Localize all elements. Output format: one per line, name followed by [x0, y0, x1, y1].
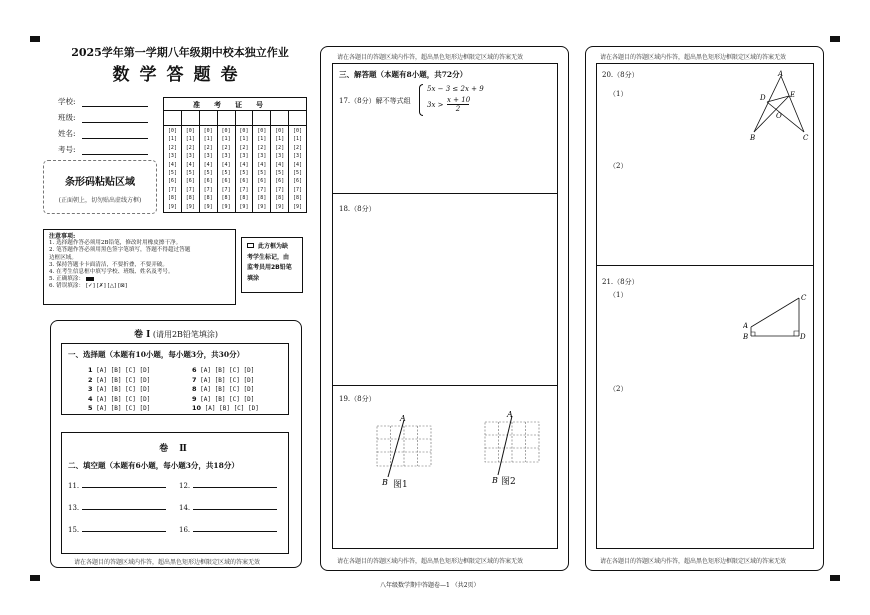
ticket-digit-bubble[interactable]: [4] [203, 161, 213, 168]
instruction-item: 边框区域。 [49, 254, 77, 261]
choice-question-4[interactable] [88, 395, 150, 403]
divider [333, 193, 557, 194]
fraction-numerator: x + 10 [447, 96, 471, 104]
boundary-note: 请在各题目的答题区域内作答，超出黑色矩形边框限定区域的答案无效 [600, 54, 787, 61]
blank-13[interactable]: 13. [68, 504, 166, 512]
blank-12[interactable]: 12. [179, 482, 277, 490]
blank-11[interactable]: 11. [68, 482, 166, 490]
q18-label: 18.（8分） [339, 205, 376, 213]
volume-card [50, 320, 302, 568]
choice-question-8[interactable] [192, 385, 254, 393]
question-number: 5 [88, 404, 93, 412]
ticket-digit-column [164, 126, 182, 212]
ticket-digit-bubble[interactable]: [9] [293, 203, 303, 210]
ticket-digit-column [289, 126, 306, 212]
name-field[interactable] [58, 128, 148, 139]
ticket-digit-bubble[interactable]: [1] [239, 136, 249, 143]
ticket-digit-bubble[interactable]: [0] [257, 128, 267, 134]
wrong-fill-samples: [✓] [✗] [△] [⊠] [85, 283, 128, 290]
correct-fill-sample [86, 277, 94, 281]
ticket-digit-bubble[interactable]: [8] [275, 195, 285, 202]
question-number: 10 [192, 404, 202, 412]
boundary-note: 请在各题目的答题区域内作答，超出黑色矩形边框限定区域的答案无效 [74, 559, 261, 566]
ticket-digit-bubble[interactable]: [5] [239, 170, 249, 177]
ticket-digit-bubble[interactable]: [0] [239, 128, 249, 134]
choice-question-2[interactable] [88, 376, 150, 384]
label-b: B [492, 476, 498, 485]
ticket-digit-column [236, 126, 254, 212]
section3-title: 三、解答题（本题有8小题，共72分） [339, 70, 468, 79]
instruction-item: 5. 正确填涂： [49, 276, 230, 283]
ticket-digit-column [218, 126, 236, 212]
page-footer: 八年级数学期中答题卷—1 （共2页） [380, 582, 480, 589]
ticket-digit-bubble[interactable]: [3] [185, 153, 195, 160]
answer-frame-middle [332, 63, 558, 549]
ticket-digit-bubble[interactable]: [0] [185, 128, 195, 134]
ticket-digit-bubble[interactable]: [8] [293, 195, 303, 202]
ticket-digit-box[interactable] [200, 111, 218, 125]
ticket-digit-bubble[interactable]: [8] [239, 195, 249, 202]
ticket-digit-bubble[interactable]: [0] [167, 128, 177, 134]
choice-section-title: 一、选择题（本题有10小题，每小题3分，共30分） [68, 350, 245, 359]
ticket-digit-bubble[interactable]: [3] [239, 153, 249, 160]
figure-2-caption: 图2 [501, 477, 516, 487]
ticket-digit-bubble[interactable]: [3] [293, 153, 303, 160]
ticket-digit-bubble[interactable]: [6] [203, 178, 213, 185]
option-bubbles[interactable]: [A] [B] [C] [D] [200, 367, 255, 374]
label-c: C [801, 294, 807, 302]
barcode-area [43, 160, 157, 214]
ticket-digit-bubble[interactable]: [5] [167, 170, 177, 177]
ticket-digit-box[interactable] [236, 111, 254, 125]
question-number: 4 [88, 394, 93, 403]
absent-line: 考学生标记，由 [247, 253, 290, 261]
ticket-digit-column [182, 126, 200, 212]
ticket-digit-bubble[interactable]: [9] [275, 203, 285, 210]
ticket-digit-bubble[interactable]: [4] [221, 161, 231, 168]
label-a: A [400, 414, 406, 423]
ticket-digit-bubble[interactable]: [7] [239, 186, 249, 193]
ticket-number-grid[interactable] [163, 97, 307, 213]
ticket-digit-bubble[interactable]: [2] [185, 144, 195, 151]
volume1-subtitle: (请用2B铅笔填涂) [152, 330, 219, 339]
ticket-digit-bubble[interactable]: [9] [203, 203, 213, 210]
volume2-title: 卷 Ⅱ [159, 444, 191, 454]
ticket-digit-bubble[interactable]: [1] [275, 136, 285, 143]
ticket-digit-box[interactable] [271, 111, 289, 125]
ticket-digit-box[interactable] [218, 111, 236, 125]
brace [419, 84, 423, 116]
ticket-digit-box[interactable] [253, 111, 271, 125]
q21-part1: （1） [609, 291, 628, 299]
absent-mark-box[interactable] [241, 237, 303, 293]
question-number: 3 [88, 385, 93, 393]
label-d: D [760, 94, 766, 102]
question-number: 2 [88, 375, 93, 384]
ticket-digit-bubble[interactable]: [6] [257, 178, 267, 185]
ticket-digit-bubble[interactable]: [9] [167, 203, 177, 210]
choice-question-9[interactable] [192, 395, 254, 403]
option-bubbles[interactable]: [A] [B] [C] [D] [96, 395, 151, 403]
barcode-subtitle: (正面朝上，切勿贴出虚线方框) [58, 197, 142, 204]
question-number: 8 [192, 385, 197, 393]
ticket-digit-bubble[interactable]: [0] [293, 128, 303, 134]
fraction [447, 96, 469, 113]
label-e: E [790, 91, 796, 99]
label-a: A [778, 70, 784, 78]
ticket-digit-bubble[interactable]: [7] [203, 186, 213, 193]
question-number: 7 [192, 375, 197, 384]
ticket-digit-bubble[interactable]: [0] [203, 128, 213, 134]
volume1-title: 卷 Ⅰ [133, 330, 151, 340]
ticket-digit-bubble[interactable]: [9] [185, 203, 195, 210]
exam-number-label: 考号: [58, 145, 76, 154]
ticket-digit-bubble[interactable]: [1] [221, 136, 231, 143]
ticket-digit-bubble[interactable]: [4] [185, 161, 195, 168]
q20-figure [749, 68, 815, 142]
ticket-digit-bubble[interactable]: [9] [221, 203, 231, 210]
ticket-digit-bubble[interactable]: [2] [275, 144, 285, 151]
choice-question-5[interactable] [88, 404, 150, 412]
option-bubbles[interactable]: [A] [B] [C] [D] [96, 405, 151, 412]
absent-line: 填涂 [247, 274, 260, 282]
ticket-digit-bubble[interactable]: [2] [203, 144, 213, 151]
absent-line: 监考员用2B铅笔 [247, 264, 292, 271]
choice-question-10[interactable] [192, 404, 259, 412]
inequality-2-left: 3x > [427, 101, 444, 109]
option-bubbles[interactable]: [A] [B] [C] [D] [200, 376, 255, 384]
ticket-digit-box[interactable] [182, 111, 200, 125]
choice-question-6[interactable] [192, 366, 254, 374]
boundary-note: 请在各题目的答题区域内作答，超出黑色矩形边框限定区域的答案无效 [337, 54, 524, 61]
choice-question-3[interactable] [88, 385, 150, 393]
fill-section-title: 二、填空题（本题有6小题，每小题3分，共18分） [68, 461, 239, 470]
ticket-digit-bubble[interactable]: [0] [275, 128, 285, 134]
ticket-digit-bubble[interactable]: [8] [203, 195, 213, 202]
sheet-title: 数学答题卷 [112, 65, 248, 85]
label-a: A [743, 322, 749, 330]
registration-mark [30, 575, 40, 581]
ticket-digit-bubble[interactable]: [6] [167, 178, 177, 185]
divider [333, 385, 557, 386]
option-bubbles[interactable]: [A] [B] [C] [D] [96, 367, 151, 374]
segment-ab [498, 416, 512, 475]
school-field[interactable] [58, 96, 148, 107]
registration-mark [830, 36, 840, 42]
ticket-digit-bubble[interactable]: [3] [257, 153, 267, 160]
ticket-digit-bubble[interactable]: [1] [257, 136, 267, 143]
ticket-digit-bubble[interactable]: [4] [239, 161, 249, 168]
q21-part2: （2） [609, 385, 628, 393]
class-label: 班级: [58, 113, 76, 122]
boundary-note: 请在各题目的答题区域内作答，超出黑色矩形边框限定区域的答案无效 [600, 558, 787, 565]
question-number: 6 [192, 366, 197, 374]
ticket-digit-bubble[interactable]: [4] [257, 161, 267, 168]
ticket-digit-bubble[interactable]: [5] [203, 170, 213, 177]
ticket-digit-bubble[interactable]: [1] [293, 136, 303, 143]
ticket-digit-bubble[interactable]: [2] [293, 144, 303, 151]
ticket-digit-bubble[interactable]: [8] [221, 195, 231, 202]
ticket-digit-bubble[interactable]: [7] [185, 186, 195, 193]
blank-15[interactable]: 15. [68, 526, 166, 534]
ticket-digit-bubble[interactable]: [5] [221, 170, 231, 177]
ticket-digit-bubble[interactable]: [4] [275, 161, 285, 168]
ticket-digit-bubble[interactable]: [7] [293, 186, 303, 193]
ticket-digit-bubble[interactable]: [6] [221, 178, 231, 185]
volume1-heading [51, 327, 301, 340]
blank-16[interactable]: 16. [179, 526, 277, 534]
name-label: 姓名: [58, 129, 76, 138]
ticket-digit-bubble[interactable]: [2] [167, 144, 177, 151]
ticket-digit-bubble[interactable]: [1] [203, 136, 213, 143]
ticket-title: 准考证号 [164, 98, 306, 111]
choice-question-1[interactable] [88, 366, 150, 374]
inequality-1: 5x − 3 ≤ 2x + 9 [427, 85, 484, 93]
ticket-digit-bubble[interactable]: [6] [275, 178, 285, 185]
ticket-digit-column [271, 126, 289, 212]
instruction-item: 2. 笔答题作答必须用黑色签字笔填写，答题不得超过答题 [49, 247, 191, 254]
ticket-digit-bubble[interactable]: [3] [275, 153, 285, 160]
q21-figure [743, 290, 813, 344]
ticket-digit-bubble[interactable]: [5] [257, 170, 267, 177]
barcode-title: 条形码粘贴区域 [65, 177, 135, 188]
option-bubbles[interactable]: [A] [B] [C] [D] [96, 376, 151, 384]
q20-part2: （2） [609, 162, 628, 170]
exam-number-field[interactable] [58, 144, 148, 155]
instruction-item: 1. 选择题作答必须用2B铅笔，修改时用橡皮擦干净。 [49, 240, 182, 247]
label-d: D [800, 333, 806, 341]
fraction-denominator: 2 [455, 105, 461, 113]
ticket-digit-bubble[interactable]: [5] [185, 170, 195, 177]
ticket-digit-bubble[interactable]: [3] [167, 153, 177, 160]
ticket-digit-bubble[interactable]: [2] [239, 144, 249, 151]
ticket-digit-bubble[interactable]: [6] [293, 178, 303, 185]
ticket-digit-bubble[interactable]: [7] [221, 186, 231, 193]
ticket-digit-bubble[interactable]: [1] [185, 136, 195, 143]
instruction-item: 6. 错误填涂： [✓] [✗] [△] [⊠] [49, 283, 128, 290]
ticket-digit-bubble[interactable]: [2] [257, 144, 267, 151]
question-number: 1 [88, 366, 93, 374]
ticket-digit-bubble[interactable]: [0] [221, 128, 231, 134]
ticket-digit-column [253, 126, 271, 212]
boundary-note: 请在各题目的答题区域内作答，超出黑色矩形边框限定区域的答案无效 [337, 558, 524, 565]
ticket-digit-bubble[interactable]: [6] [185, 178, 195, 185]
label-b: B [382, 478, 388, 487]
ticket-digit-column [200, 126, 218, 212]
q20-label: 20.（8分） [602, 71, 639, 79]
ticket-digit-bubble[interactable]: [2] [221, 144, 231, 151]
ticket-digit-bubble[interactable]: [4] [293, 161, 303, 168]
choice-question-7[interactable] [192, 376, 254, 384]
ticket-digit-bubble[interactable]: [9] [239, 203, 249, 210]
instructions [43, 229, 236, 305]
registration-mark [830, 575, 840, 581]
absent-line: 此方框为缺 [247, 242, 297, 253]
option-bubbles[interactable]: [A] [B] [C] [D] [200, 386, 255, 393]
q20-part1: （1） [609, 90, 628, 98]
q19-label: 19.（8分） [339, 395, 376, 403]
ticket-digit-bubble[interactable]: [7] [275, 186, 285, 193]
instruction-item: 4. 在考生信息框中填写学校、班级、姓名及考号。 [49, 269, 174, 276]
figure-1-caption: 图1 [393, 480, 408, 490]
label-b: B [743, 333, 749, 341]
registration-mark [30, 36, 40, 42]
school-label: 学校: [58, 97, 76, 106]
option-bubbles[interactable]: [A] [B] [C] [D] [204, 405, 259, 412]
class-field[interactable] [58, 112, 148, 123]
ticket-digit-bubble[interactable]: [7] [167, 186, 177, 193]
option-bubbles[interactable]: [A] [B] [C] [D] [200, 395, 255, 403]
ticket-digit-bubble[interactable]: [4] [167, 161, 177, 168]
question-number: 9 [192, 394, 197, 403]
ticket-digit-bubble[interactable]: [8] [185, 195, 195, 202]
label-b: B [750, 134, 756, 142]
choice-section [61, 343, 289, 415]
q17-label: 17.（8分）解不等式组 [339, 97, 411, 105]
ticket-digit-bubble[interactable]: [6] [239, 178, 249, 185]
ticket-digit-bubble[interactable]: [9] [257, 203, 267, 210]
ticket-digit-bubble[interactable]: [3] [203, 153, 213, 160]
ticket-digit-box[interactable] [164, 111, 182, 125]
ticket-digit-bubble[interactable]: [8] [167, 195, 177, 202]
ticket-digit-bubble[interactable]: [3] [221, 153, 231, 160]
divider [597, 265, 813, 266]
label-a: A [507, 410, 513, 419]
ticket-digit-bubble[interactable]: [1] [167, 136, 177, 143]
ticket-digit-bubble[interactable]: [5] [293, 170, 303, 177]
absent-checkbox[interactable] [247, 243, 254, 248]
instructions-title: 注意事项: [49, 233, 76, 240]
ticket-digit-bubble[interactable]: [7] [257, 186, 267, 193]
option-bubbles[interactable]: [A] [B] [C] [D] [96, 386, 151, 393]
fill-section [61, 432, 289, 554]
exam-title: 2025学年第一学期八年级期中校本独立作业 [71, 46, 289, 59]
ticket-digit-box[interactable] [289, 111, 306, 125]
label-o: O [776, 112, 782, 120]
ticket-digit-bubble[interactable]: [8] [257, 195, 267, 202]
blank-14[interactable]: 14. [179, 504, 277, 512]
ticket-digit-bubble[interactable]: [5] [275, 170, 285, 177]
answer-frame-right [596, 63, 814, 549]
q21-label: 21.（8分） [602, 278, 639, 286]
label-c: C [803, 134, 809, 142]
instruction-item: 3. 保持答题卡卡面清洁，不要折叠，不要弄破。 [49, 261, 168, 268]
